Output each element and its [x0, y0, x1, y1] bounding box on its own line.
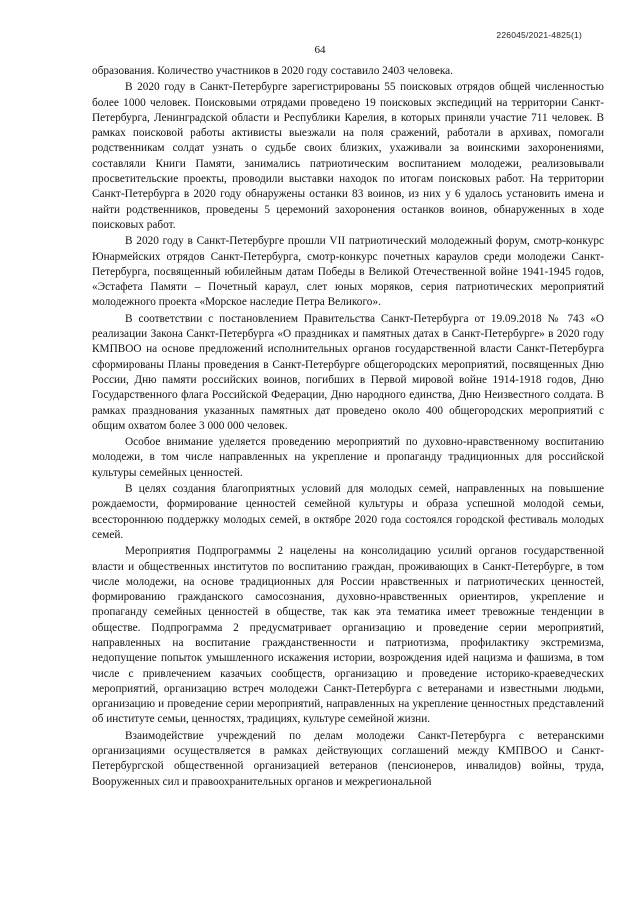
paragraph-8: Взаимодействие учреждений по делам молодежи Санкт-Петербурга с ветеранскими организациями осуществляется в рамках действующих соглашений между КМПВОО и Санкт-Петербургской общественной организацией ветеранов (пенсионеров, инвалидов) войны, труда, Вооруженных сил и правоохранительных органов и межрегиональной	[92, 729, 604, 788]
paragraph-4: В соответствии с постановлением Правительства Санкт-Петербурга от 19.09.2018 № 743 «О реализации Закона Санкт-Петербурга «О праздниках и памятных датах в Санкт-Петербурге» в 2020 году КМПВОО на основе предложений исполнительных органов государственной власти Санкт-Петербурга сформированы Планы проведения в Санкт-Петербурге общегородских мероприятий, посвященных Дню России, Дню памяти российских воинов, погибших в Первой мировой войне 1914-1918 годов, Дню Государственного флага Российской Федерации, Дню народного единства, Дню Неизвестного солдата. В рамках празднования указанных памятных дат проведено около 400 общегородских мероприятий с общим охватом более 3 000 000 человек.	[92, 312, 604, 432]
page-number: 64	[314, 44, 326, 56]
paragraph-2: В 2020 году в Санкт-Петербурге зарегистрированы 55 поисковых отрядов общей численностью более 1000 человек. Поисковыми отрядами проведено 19 поисковых экспедиций на территории Санкт-Петербурга, Ленинградской области и Республики Карелия, в которых приняли участие 711 человек. В рамках поисковой работы активисты выезжали на поля сражений, работали в архивах, помогали родственникам солдат узнать о судьбе своих близких, ухаживали за воинскими захоронениями, составляли Книги Памяти, занимались патриотическим воспитанием молодежи, реализовывали просветительские проекты, проводили выставки находок по итогам поисковых работ. На территории Санкт-Петербурга в 2020 году обнаружены останки 83 воинов, из них у 6 удалось установить имена и найти родственников, проведены 5 церемоний захоронения останков воинов, обнаруженных в ходе поисковых работ.	[92, 81, 604, 231]
document-body	[92, 64, 604, 791]
document-id: 226045/2021-4825(1)	[496, 30, 582, 40]
paragraph-1: образования. Количество участников в 2020 году составило 2403 человека.	[92, 65, 454, 77]
paragraph-7: Мероприятия Подпрограммы 2 нацелены на консолидацию усилий органов государственной власти и общественных институтов по воспитанию граждан, проживающих в Санкт-Петербурге, в том числе молодежи, на основе традиционных для России нравственных и патриотических ценностей, формированию гражданского самосознания, духовно-нравственных ориентиров, укрепление и пропаганду семейных ценностей в обществе, так как эта тематика имеет тревожные тенденции в обществе. Подпрограмма 2 предусматривает организацию и проведение серии мероприятий, направленных на воспитание гражданственности и патриотизма, профилактику экстремизма, недопущение попыток умышленного искажения истории, возрождения идей нацизма и фашизма, в том числе с привлечением казачьих сообществ, организацию и проведение историко-краеведческих мероприятий, организацию встреч молодежи Санкт-Петербурга с ветеранами и известными людьми, организацию и проведение серии мероприятий, направленных на укрепление ценностных представлений об институте семьи, ценностях, традициях, культуре семейной жизни.	[92, 545, 604, 726]
paragraph-5: Особое внимание уделяется проведению мероприятий по духовно-нравственному воспитанию молодежи, в том числе направленных на укрепление и пропаганду традиционных для российской культуры семейных ценностей.	[92, 436, 604, 479]
paragraph-3: В 2020 году в Санкт-Петербурге прошли VII патриотический молодежный форум, смотр-конкурс Юнармейских отрядов Санкт-Петербурга, смотр-конкурс почетных караулов среди молодежи Санкт-Петербурга, посвященный юбилейным датам Победы в Великой Отечественной войне 1941-1945 годов, «Эстафета Памяти – Почетный караул, слет юных моряков, серия патриотических мероприятий молодежного проекта «Морское наследие Петра Великого».	[92, 235, 604, 309]
paragraph-6: В целях создания благоприятных условий для молодых семей, направленных на повышение рождаемости, формирование ценностей семейной культуры и образа успешной молодой семьи, всестороннюю поддержку молодых семей, в октябре 2020 года состоялся городской фестиваль молодых семей.	[92, 483, 604, 541]
